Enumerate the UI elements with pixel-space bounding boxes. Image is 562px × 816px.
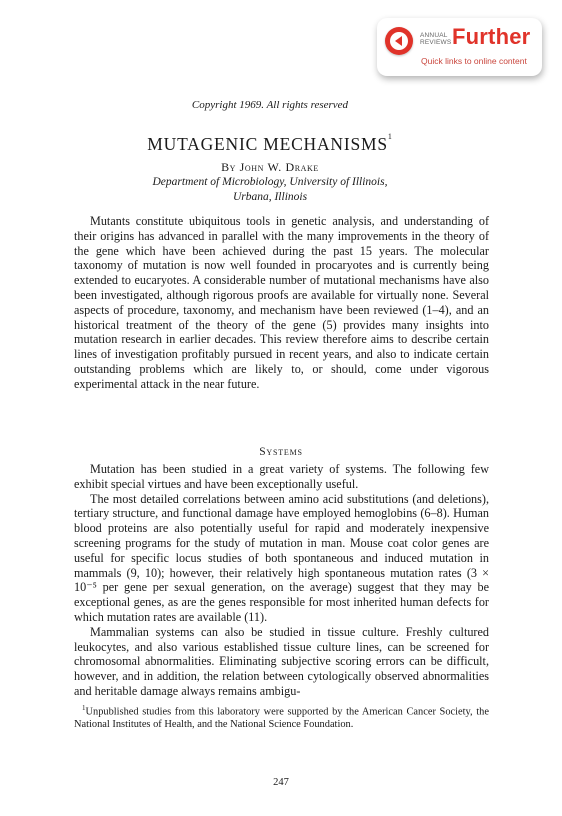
footnote [74, 702, 489, 731]
article-title-text: MUTAGENIC MECHANISMS [147, 134, 388, 154]
systems-paragraph-3: Mammalian systems can also be studied in tissue culture. Freshly cultured leukocytes, and also various established tissue culture lines, can be screened for chromosomal abnormalities. Eliminating subjective scoring errors can be difficult, however, and in addition, the relation between cytologically observed abnormalities and heritable damage always remains ambigu- [74, 624, 489, 698]
systems-paragraph-2: The most detailed correlations between amino acid substitutions (and deletions), tertiary structure, and functional damage have employed hemoglobins (6–8). Human blood proteins are also potentially useful for rapid and moderately inexpensive screening programs for the study of mutation in man. Mouse coat color genes are useful for specific locus studies of both spontaneous and induced mutation in mammals (9, 10); however, their relatively high spontaneous mutation rates (3 × 10⁻⁵ per gene per sexual generation, on the average) suggest that they may be exceptional genes, as are the genes responsible for most inherited human defects for which mutation rates are available (11). [74, 491, 489, 624]
affiliation-line-1: Department of Microbiology, University of Illinois, [152, 176, 388, 188]
affiliation-line-2: Urbana, Illinois [232, 191, 308, 203]
badge-publisher-label [420, 32, 451, 46]
badge-line-reviews: REVIEWS [420, 39, 452, 46]
further-badge[interactable] [377, 18, 542, 76]
intro-section [74, 214, 489, 392]
systems-paragraph-1: Mutation has been studied in a great variety of systems. The following few exhibit special virtues and have been exceptionally useful. [74, 462, 489, 491]
systems-section [74, 462, 489, 699]
title-footnote-marker: 1 [387, 132, 393, 141]
copyright-notice: Copyright 1969. All rights reserved [191, 99, 349, 111]
author-byline: By John W. Drake [221, 160, 319, 174]
page-number: 247 [273, 777, 289, 788]
article-title [0, 134, 540, 155]
badge-further-text: Further [452, 24, 531, 49]
play-arrow-icon [385, 27, 413, 55]
footnote-text: Unpublished studies from this laboratory were supported by the American Cancer Society, the National Institutes of Health, and the National Science Foundation. [74, 706, 489, 731]
intro-paragraph: Mutants constitute ubiquitous tools in genetic analysis, and understanding of their origins has advanced in parallel with the many improvements in the theory of the gene which have been achieved during the past 15 years. The molecular taxonomy of mutation is now well founded in procaryotes and is currently being extended to eucaryotes. A considerable number of mutational mechanisms have also been investigated, although rigorous proofs are available for virtually none. Several aspects of procedure, taxonomy, and mechanism have been reviewed (1–4), and an historical treatment of the theory of the gene (5) provides many insights into mutation research in earlier decades. This review therefore aims to describe certain lines of investigation profitably pursued in recent years, and also to indicate certain outstanding problems which are likely to, or should, come under vigorous experimental attack in the near future. [74, 214, 489, 391]
badge-subtitle: Quick links to online content [421, 56, 527, 66]
footnote-marker: 1 [82, 704, 86, 712]
badge-line-annual: ANNUAL [420, 32, 448, 39]
section-heading-systems: Systems [259, 446, 303, 458]
